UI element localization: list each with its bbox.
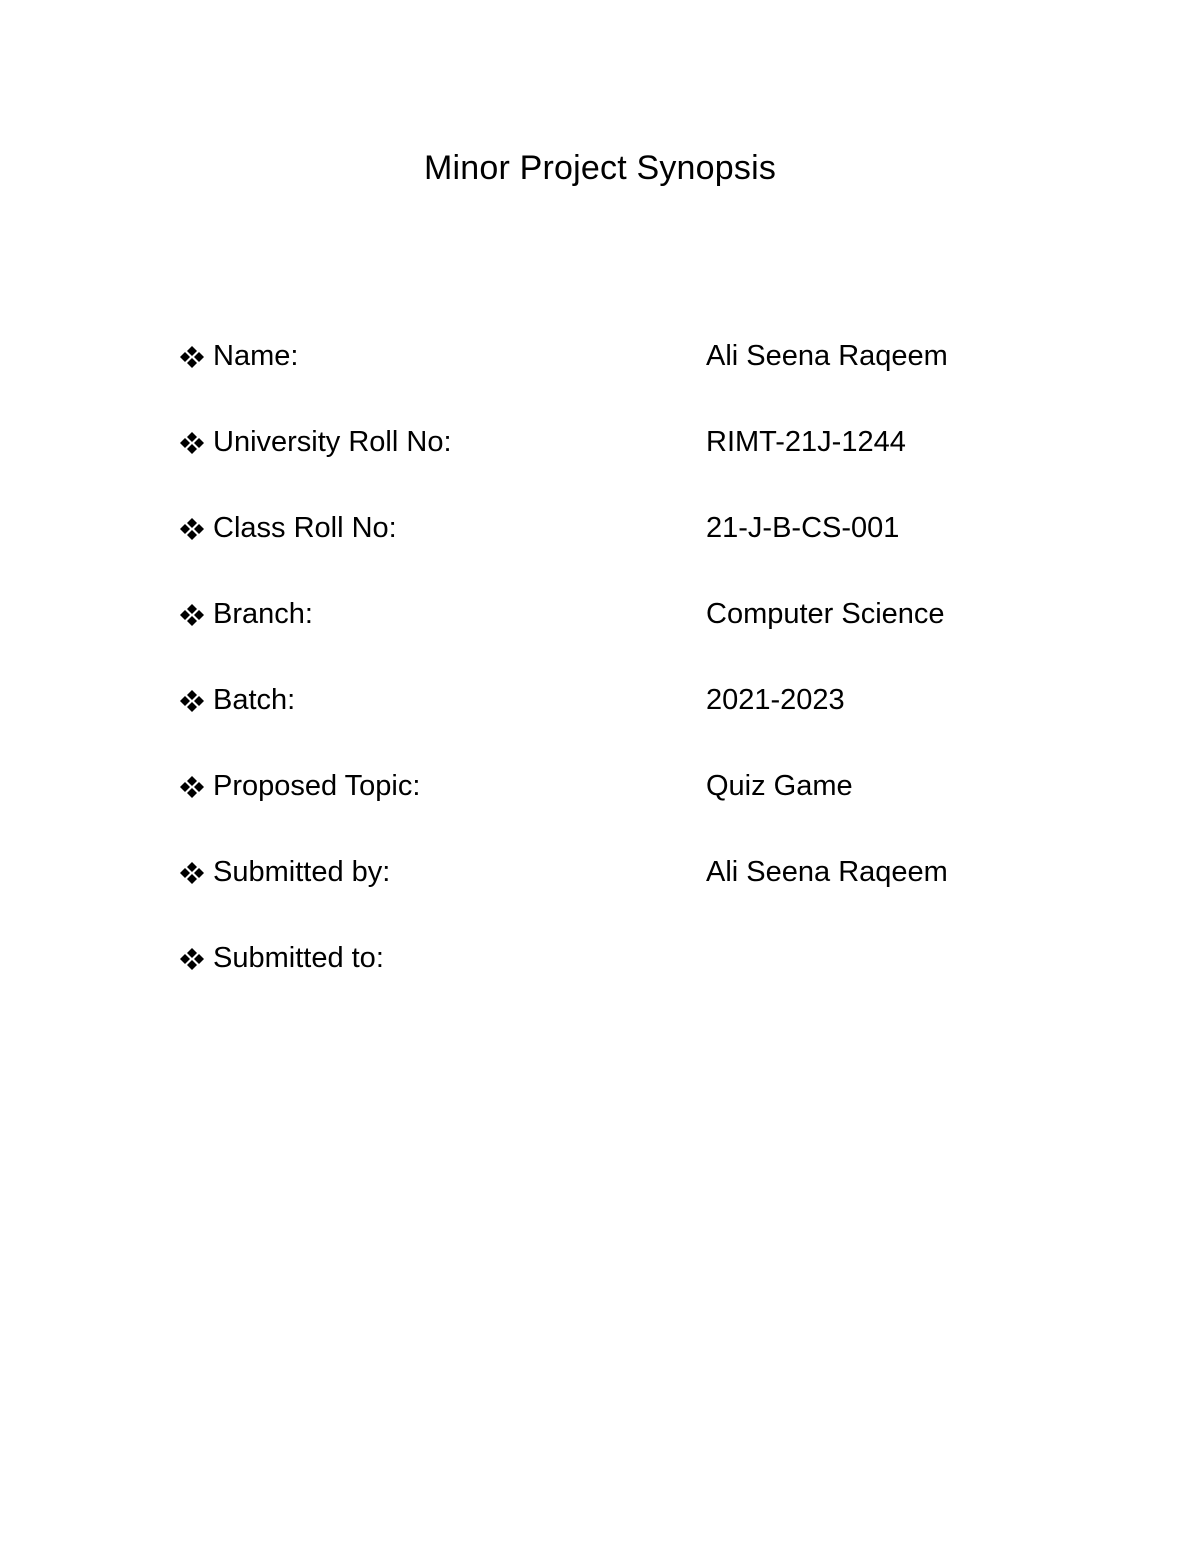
field-row-university-roll-no xyxy=(178,420,1078,506)
four-diamond-icon xyxy=(178,947,206,971)
four-diamond-icon xyxy=(178,517,206,541)
field-label: Branch: xyxy=(213,598,313,630)
four-diamond-icon xyxy=(178,775,206,799)
field-row-class-roll-no xyxy=(178,506,1078,592)
field-value: Ali Seena Raqeem xyxy=(706,856,948,888)
field-label: Submitted to: xyxy=(213,942,384,974)
field-row-submitted-by xyxy=(178,850,1078,936)
four-diamond-icon xyxy=(178,345,206,369)
field-value: Computer Science xyxy=(706,598,945,630)
field-row-branch xyxy=(178,592,1078,678)
field-label: Class Roll No: xyxy=(213,512,397,544)
field-label: Name: xyxy=(213,340,299,372)
field-label: Batch: xyxy=(213,684,296,716)
field-value: 21-J-B-CS-001 xyxy=(706,512,900,544)
field-row-submitted-to xyxy=(178,936,1078,1022)
field-list xyxy=(178,334,1078,1022)
four-diamond-icon xyxy=(178,431,206,455)
field-label: Proposed Topic: xyxy=(213,770,421,802)
four-diamond-icon xyxy=(178,861,206,885)
field-label: University Roll No: xyxy=(213,426,452,458)
page-title: Minor Project Synopsis xyxy=(423,149,777,187)
field-row-proposed-topic xyxy=(178,764,1078,850)
four-diamond-icon xyxy=(178,603,206,627)
field-value: 2021-2023 xyxy=(706,684,845,716)
field-value: Ali Seena Raqeem xyxy=(706,340,948,372)
field-value: RIMT-21J-1244 xyxy=(706,426,906,458)
field-label: Submitted by: xyxy=(213,856,391,888)
field-row-batch xyxy=(178,678,1078,764)
four-diamond-icon xyxy=(178,689,206,713)
field-row-name xyxy=(178,334,1078,420)
field-value: Quiz Game xyxy=(706,770,853,802)
